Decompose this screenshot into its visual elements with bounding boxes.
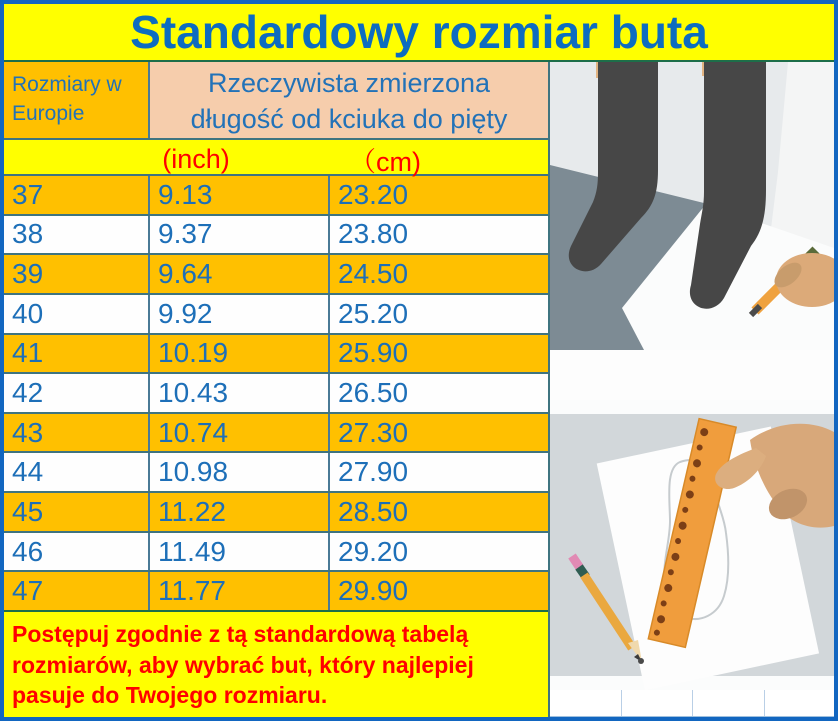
unit-label-cm: （cm) [349, 147, 421, 177]
table-row [4, 453, 548, 493]
cell-eu-size: 46 [4, 533, 150, 571]
cell-eu-size: 44 [4, 453, 150, 491]
page-title: Standardowy rozmiar buta [130, 6, 708, 58]
cell-inch-value: 10.98 [150, 453, 330, 491]
cell-cm-value: 25.90 [338, 337, 409, 369]
cell-cm-value: 29.20 [338, 535, 409, 567]
content [4, 62, 834, 717]
table-row [4, 374, 548, 414]
cell-inch-value: 9.92 [150, 295, 330, 333]
table-row [4, 414, 548, 454]
unit-label-inch: (inch) [162, 144, 230, 174]
table-row [4, 216, 548, 256]
cell-eu-size: 37 [4, 176, 150, 214]
table-row [4, 533, 548, 573]
header-measured-length [150, 62, 548, 138]
table-row [4, 176, 548, 216]
cell-eu-size: 41 [4, 335, 150, 373]
size-table-body [4, 176, 548, 610]
table-row [4, 335, 548, 375]
cell-cm-value: 29.90 [338, 575, 409, 607]
cell-inch-value: 9.64 [150, 255, 330, 293]
photo-gap [550, 350, 834, 400]
header-measured-length-line1: Rzeczywista zmierzona [207, 68, 491, 98]
cell-eu-size: 40 [4, 295, 150, 333]
cell-eu-size: 45 [4, 493, 150, 531]
cell-inch-value: 9.13 [150, 176, 330, 214]
header-measured-length-line2: długość od kciuka do pięty [190, 104, 508, 134]
cell-inch-value: 11.49 [150, 533, 330, 571]
table-header-row [4, 62, 548, 140]
foot-tracing-drawing [550, 62, 834, 350]
foot-tracing-illustration [550, 62, 834, 350]
cell-eu-size: 42 [4, 374, 150, 412]
table-row [4, 255, 548, 295]
cell-inch-value: 11.77 [150, 572, 330, 610]
header-eu-sizes: Rozmiary w Europie [4, 62, 150, 138]
cell-eu-size: 38 [4, 216, 150, 254]
ruler-measuring-drawing [550, 400, 834, 690]
table-row [4, 295, 548, 335]
cell-eu-size: 43 [4, 414, 150, 452]
table-row [4, 572, 548, 610]
cell-cm-value: 23.80 [338, 218, 409, 250]
instruction-photos [550, 62, 834, 717]
ruler-measuring-illustration [550, 400, 834, 690]
cell-cm-value: 25.20 [338, 297, 409, 329]
cell-inch-value: 10.19 [150, 335, 330, 373]
cell-inch-value: 10.74 [150, 414, 330, 452]
cell-cm-value: 27.90 [338, 456, 409, 488]
cell-eu-size: 39 [4, 255, 150, 293]
footer-note: Postępuj zgodnie z tą standardową tabelą rozmiarów, aby wybrać but, który najlepiej pasuje do Twojego rozmiaru. [4, 610, 548, 717]
cell-inch-value: 11.22 [150, 493, 330, 531]
size-table [4, 62, 550, 717]
cell-inch-value: 9.37 [150, 216, 330, 254]
cell-eu-size: 47 [4, 572, 150, 610]
cell-cm-value: 23.20 [338, 178, 409, 210]
table-row [4, 493, 548, 533]
title-band [4, 4, 834, 62]
gridline-strip [550, 690, 834, 717]
cell-cm-value: 28.50 [338, 495, 409, 527]
cell-cm-value: 26.50 [338, 377, 409, 409]
units-row [4, 140, 548, 176]
cell-cm-value: 27.30 [338, 416, 409, 448]
cell-inch-value: 10.43 [150, 374, 330, 412]
cell-cm-value: 24.50 [338, 258, 409, 290]
